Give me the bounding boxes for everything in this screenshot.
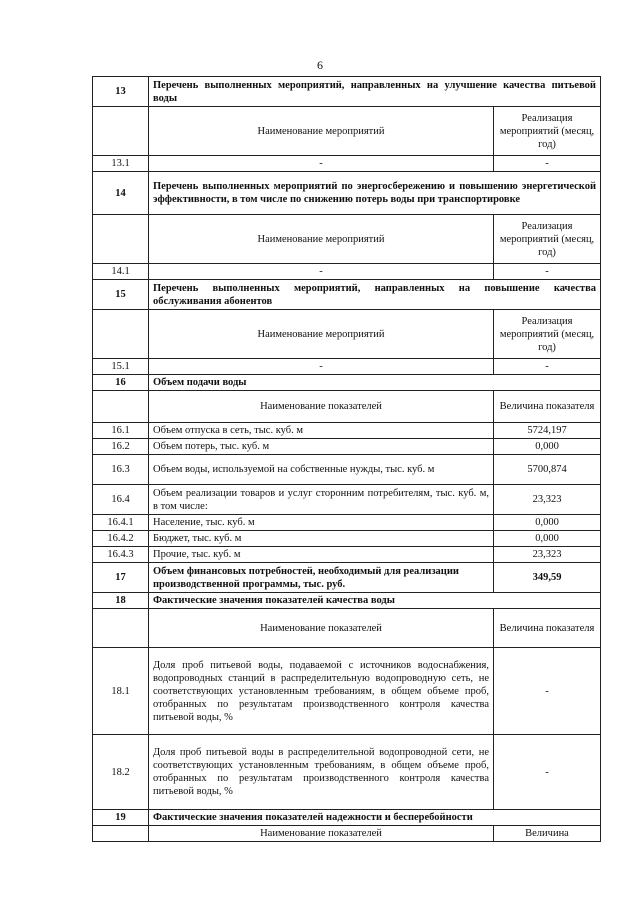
- header-row: [93, 107, 601, 156]
- section-row: [93, 77, 601, 107]
- row-name: Доля проб питьевой воды в распределительной водопроводной сети, не соответствующих установленным требованиям, в общем объеме проб, отобранных по результатам производственного контроля качества питьевой воды, %: [149, 735, 494, 810]
- header-row: [93, 826, 601, 842]
- row-number: 14.1: [93, 264, 149, 280]
- row-number: 16.2: [93, 439, 149, 455]
- table-row: [93, 359, 601, 375]
- row-name: Прочие, тыс. куб. м: [149, 547, 494, 563]
- production-program-table: [92, 76, 601, 842]
- row-value: -: [494, 648, 601, 735]
- table-row: [93, 485, 601, 515]
- row-name: -: [149, 156, 494, 172]
- table-row: [93, 439, 601, 455]
- table-row: [93, 264, 601, 280]
- row-number: 16.3: [93, 455, 149, 485]
- row-number: 13: [93, 77, 149, 107]
- header-row: [93, 391, 601, 423]
- section-title: Перечень выполненных мероприятий, направленных на повышение качества обслуживания абонентов: [149, 280, 601, 310]
- column-header-value: Величина: [494, 826, 601, 842]
- table-row: [93, 531, 601, 547]
- financial-needs-row: [93, 563, 601, 593]
- column-header-name: Наименование показателей: [149, 826, 494, 842]
- row-number: 14: [93, 172, 149, 215]
- section-title: Перечень выполненных мероприятий, направленных на улучшение качества питьевой воды: [149, 77, 601, 107]
- row-number: 15.1: [93, 359, 149, 375]
- row-number: 18.2: [93, 735, 149, 810]
- column-header-name: Наименование показателей: [149, 609, 494, 648]
- header-row: [93, 310, 601, 359]
- row-number: 16.1: [93, 423, 149, 439]
- row-value: 0,000: [494, 515, 601, 531]
- row-value: 5700,874: [494, 455, 601, 485]
- section-row: [93, 593, 601, 609]
- table-row: [93, 515, 601, 531]
- row-name: Объем потерь, тыс. куб. м: [149, 439, 494, 455]
- column-header-name: Наименование мероприятий: [149, 310, 494, 359]
- column-header-value: Величина показателя: [494, 609, 601, 648]
- row-name: Население, тыс. куб. м: [149, 515, 494, 531]
- row-name: Объем воды, используемой на собственные нужды, тыс. куб. м: [149, 455, 494, 485]
- row-number: 16: [93, 375, 149, 391]
- column-header-value: Реализация мероприятий (месяц, год): [494, 310, 601, 359]
- table-row: [93, 156, 601, 172]
- page-number: 6: [317, 58, 323, 72]
- row-value: 0,000: [494, 531, 601, 547]
- row-number: 17: [93, 563, 149, 593]
- column-header-name: Наименование показателей: [149, 391, 494, 423]
- section-title: Объем подачи воды: [149, 375, 601, 391]
- header-row: [93, 215, 601, 264]
- section-title: Фактические значения показателей качества воды: [149, 593, 601, 609]
- section-title: Фактические значения показателей надежности и бесперебойности: [149, 810, 601, 826]
- row-value: -: [494, 359, 601, 375]
- row-value: 0,000: [494, 439, 601, 455]
- row-number: 18.1: [93, 648, 149, 735]
- row-value: 23,323: [494, 547, 601, 563]
- column-header-value: Величина показателя: [494, 391, 601, 423]
- row-value: -: [494, 156, 601, 172]
- table-row: [93, 455, 601, 485]
- row-number: 13.1: [93, 156, 149, 172]
- row-number: 15: [93, 280, 149, 310]
- row-value: 349,59: [494, 563, 601, 593]
- section-row: [93, 375, 601, 391]
- row-number: 19: [93, 810, 149, 826]
- row-name: Объем реализации товаров и услуг сторонним потребителям, тыс. куб. м, в том числе:: [149, 485, 494, 515]
- row-value: -: [494, 735, 601, 810]
- row-value: 5724,197: [494, 423, 601, 439]
- section-row: [93, 810, 601, 826]
- row-value: 23,323: [494, 485, 601, 515]
- row-number: 16.4.2: [93, 531, 149, 547]
- row-name: Доля проб питьевой воды, подаваемой с источников водоснабжения, водопроводных станций в распределительную водопроводную сеть, не соответствующих установленным требованиям, в общем объеме проб, отобранных по результатам производственного контроля качества питьевой воды, %: [149, 648, 494, 735]
- column-header-value: Реализация мероприятий (месяц, год): [494, 215, 601, 264]
- header-row: [93, 609, 601, 648]
- column-header-value: Реализация мероприятий (месяц, год): [494, 107, 601, 156]
- row-number: 16.4.1: [93, 515, 149, 531]
- section-row: [93, 280, 601, 310]
- row-number: 16.4.3: [93, 547, 149, 563]
- row-name: -: [149, 264, 494, 280]
- table-row: [93, 735, 601, 810]
- row-name: -: [149, 359, 494, 375]
- table-row: [93, 547, 601, 563]
- row-name: Бюджет, тыс. куб. м: [149, 531, 494, 547]
- row-value: -: [494, 264, 601, 280]
- row-name: Объем отпуска в сеть, тыс. куб. м: [149, 423, 494, 439]
- column-header-name: Наименование мероприятий: [149, 107, 494, 156]
- table-row: [93, 648, 601, 735]
- row-number: 18: [93, 593, 149, 609]
- row-number: 16.4: [93, 485, 149, 515]
- table-row: [93, 423, 601, 439]
- section-title: Перечень выполненных мероприятий по энергосбережению и повышению энергетической эффективности, в том числе по снижению потерь воды при транспортировке: [149, 172, 601, 215]
- column-header-name: Наименование мероприятий: [149, 215, 494, 264]
- section-row: [93, 172, 601, 215]
- row-name: Объем финансовых потребностей, необходимый для реализации производственной программы, тыс. руб.: [149, 563, 494, 593]
